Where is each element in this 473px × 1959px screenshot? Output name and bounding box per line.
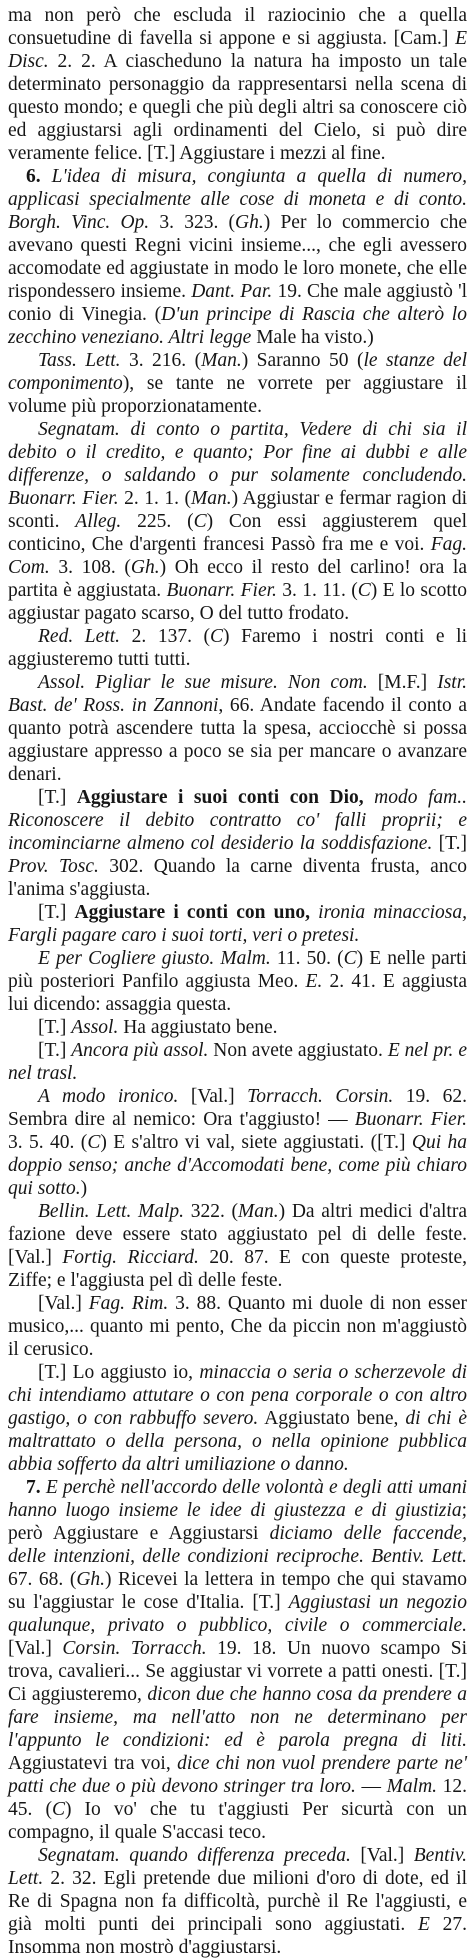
italic-text: L'idea di misura, congiunta a quella di numero, applicasi specialmente alle cose di moneta e di conto. Borgh. Vinc. Op. [8,166,468,233]
text-run: ) Per lo commercio che avevano questi Regni vicini insieme..., che egli avessero accomodate ed aggiustate in modo le loro monete, che elle rispondessero insieme. [8,212,467,302]
italic-text: Fag. Com. [8,534,467,578]
italic-text: minaccia o seria o scherzevole di chi intendiamo attutare o con pena corporale o con altro gastigo, o con rabbuffo severo. [8,1362,467,1429]
text-run: ) [80,1178,88,1199]
italic-text: Qui ha doppio senso; anche d'Accomodati bene, come più chiaro qui sotto. [8,1132,468,1199]
text-run: [Val.] [38,1293,89,1314]
text-run: [T.] [38,1040,72,1061]
entry-paragraph [8,349,467,418]
italic-text: Fortig. Ricciard. [62,1247,199,1268]
text-run: 3. 1. 11. ( [276,580,358,601]
italic-text: Gh. [235,212,264,233]
italic-text: D'un principe di Rascia che alterò lo zecchino veneziano. Altri legge [8,304,467,348]
text-run: ) E lo scotto aggiustar pagato scarso, O del tutto frodato. [8,580,467,624]
italic-text: E [418,1914,430,1935]
italic-text: Aggiustasi un negozio qualunque, privato o pubblico, civile o commerciale. [8,1592,467,1636]
text-run: ; però Aggiustare e Aggiustarsi [8,1500,467,1544]
entry-paragraph [8,1476,467,1844]
text-run: 225. ( [121,511,194,532]
text-run: 2. 41. E aggiusta lui dicendo: assaggia questa. [8,971,467,1015]
italic-text: diciamo delle faccende, delle intenzioni, delle condizioni reciproche. Bentiv. Lett. [8,1523,468,1567]
italic-text: C [357,580,371,601]
italic-text: E per Cogliere giusto. Malm. [38,948,271,969]
text-run: 19. 18. Un nuovo scampo Si trova, cavalieri... Se aggiustar vi vorrete a patti onesti. [T.] Ci aggiusteremo, [8,1638,467,1705]
entry-heading: Aggiustare i suoi conti con Dio, [76,787,364,808]
text-run: 11. 50. ( [270,948,344,969]
italic-text: Istr. Bast. de' Ross. in Zannoni [8,672,468,716]
entry-paragraph [8,1085,467,1200]
italic-text: Man. [238,1201,279,1222]
text-run: [T.] [38,1017,72,1038]
text-run: ) E s'altro vi val, siete aggiustati. ([T.] [100,1132,412,1153]
entry-paragraph [8,1292,467,1361]
italic-text: Fag. Rim. [88,1293,169,1314]
italic-text: C [193,511,207,532]
italic-text: Gh. [76,1569,106,1590]
text-run: 2. 2. A ciascheduno la natura ha imposto un tale determinato personaggio da rappresentarsi nella scena di questo mondo; e quegli che più degli altri sa conoscere ciò ed aggiustarsi agli ordinamenti del Cielo, si può dire veramente felice. [T.] Aggiustare i mezzi al fine. [8,51,467,164]
text-run: 3. 88. Quanto mi duole di non esser musico,... quanto mi pento, Che da piccin non m'aggiustò il cerusico. [8,1293,468,1360]
entry-paragraph [8,671,467,786]
text-run: ) Da altri medici d'altra fazione deve essere stato aggiustato pel di delle feste. [Val.] [8,1201,467,1268]
entry-paragraph [8,418,467,625]
italic-text: C [343,948,357,969]
text-run: ) Con essi aggiusterem quel conticino, Che d'argenti francesi Passò fra me e voi. [8,511,467,555]
italic-text: Assol. [71,1017,119,1038]
text-run: Ha aggiustato bene. [118,1017,278,1038]
entry-heading: 6. [26,166,52,187]
entry-paragraph [8,901,467,947]
italic-text: le stanze del componimento [8,350,467,394]
entry-paragraph [8,1039,467,1085]
text-run: Aggiustato bene, [258,1408,406,1429]
italic-text: Red. Lett. [38,626,120,647]
text-run: [T.] [38,787,77,808]
italic-text: ironia minacciosa, Fargli pagare caro i suoi torti, veri o pretesi. [8,902,467,946]
text-run: 2. 1. 1. ( [118,488,191,509]
text-run: 3. 323. ( [149,212,236,233]
italic-text: C [210,626,224,647]
text-run: ) Aggiustar e fermar ragion di sconti. [8,488,468,532]
entry-paragraph [8,1200,467,1292]
italic-text: di chi è maltrattato o della persona, o nella opinione pubblica abbia sofferto da altri umiliazione o danno. [8,1408,467,1475]
italic-text: Prov. Tosc. [8,856,99,877]
text-run: ) E nelle parti più posteriori Panfilo aggiusta Meo. [8,948,467,992]
text-run: ma non però che escluda il raziocinio che a quella consuetudine di favella si appone e si aggiusta. [Cam.] [8,5,467,49]
italic-text: Malm. [386,1776,438,1797]
italic-text: E nel pr. e nel trasl. [8,1040,468,1084]
entry-paragraph [8,165,467,349]
text-run: ) Oh ecco il resto del carlino! ora la partita è aggiustata. [8,557,467,601]
italic-text: Bentiv. Lett. [8,1845,467,1889]
italic-text: Torracch. Corsin. [247,1086,394,1107]
text-run: , 66. Andate facendo il conto a quanto potrà ascendere tutta la spesa, acciocchè si possa aggiustare appresso a poco se sia per mancare o avanzare denari. [8,695,467,785]
text-run: [M.F.] [367,672,438,693]
text-run: 67. 68. ( [8,1569,77,1590]
text-run: 322. ( [184,1201,239,1222]
text-run: ) Ricevei la lettera in tempo che qui stavamo su l'aggiustar le cose d'Italia. [T.] [8,1569,467,1613]
text-run: 302. Quando la carne diventa frusta, anco l'anima s'aggiusta. [8,856,467,900]
text-run: 20. 87. E con queste proteste, Ziffe; e l'aggiusta pel dì delle feste. [8,1247,467,1291]
entry-paragraph [8,1844,467,1959]
italic-text: E Disc. [8,28,467,72]
entry-paragraph [8,786,467,901]
italic-text: Alleg. [75,511,122,532]
italic-text: Tass. Lett. [38,350,121,371]
text-run: 19. 62. Sembra dire al nemico: Ora t'aggiusto! — [8,1086,468,1130]
italic-text: C [87,1132,101,1153]
italic-text: C [51,1799,65,1820]
entry-paragraph [8,1361,467,1476]
italic-text: Segnatam. quando differenza preceda. [38,1845,351,1866]
italic-text: A modo ironico. [38,1086,179,1107]
text-run: ), se tante ne vorrete per aggiustare il volume più proporzionatamente. [8,373,467,417]
entry-paragraph [8,947,467,1016]
text-run: 27. Insomma non mostrò d'aggiustarsi. [8,1914,467,1958]
text-run: 19. Che male aggiustò 'l conio di Vinegia. ( [8,281,467,325]
italic-text: E perchè nell'accordo delle volontà e degli atti umani hanno luogo insieme le idee di giustezza e di giustizia [8,1477,467,1521]
entry-heading: Aggiustare i conti con uno, [74,902,310,923]
entry-heading: 7. [26,1477,46,1498]
text-run: Aggiustatevi tra voi, [8,1753,178,1774]
text-run: 3. 216. ( [120,350,202,371]
text-run: [Val.] [8,1638,63,1659]
text-run: [Val.] [178,1086,248,1107]
entry-paragraph [8,625,467,671]
italic-text: Corsin. Torracch. [62,1638,207,1659]
text-run: Male ha visto.) [251,327,374,348]
italic-text: Buonarr. Fier. [166,580,277,601]
text-run: ) Saranno 50 ( [241,350,364,371]
text-run: [T.] [38,902,75,923]
italic-text: Gh. [130,557,160,578]
text-run: [Val.] [350,1845,414,1866]
italic-text: Buonarr. Fier. [354,1109,467,1130]
italic-text: Bellin. Lett. Malp. [38,1201,185,1222]
text-run: 3. 5. 40. ( [8,1132,88,1153]
italic-text: Man. [190,488,232,509]
text-run: 2. 137. ( [120,626,211,647]
entry-paragraph [8,1016,467,1039]
text-run: Non avete aggiustato. [208,1040,388,1061]
italic-text: E. [305,971,323,992]
entry-paragraph [8,4,467,165]
italic-text: modo fam.. Riconoscere il debito contratto co' falli proprii; e incominciarne almeno col desiderio la soddisfazione. [8,787,467,854]
text-run: 12. 45. ( [8,1776,468,1820]
italic-text: Dant. Par. [191,281,273,302]
text-run: ) Io vo' che tu t'aggiusti Per sicurtà con un compagno, il quale S'accasi teco. [8,1799,467,1843]
text-run: 3. 108. ( [49,557,131,578]
italic-text: Segnatam. di conto o partita, Vedere di chi sia il debito o il credito, e quanto; Por fine ai dubbi e alle differenze, o saldando o pur solamente concludendo. Buonarr. Fier. [8,419,467,509]
text-run: — [355,1776,387,1797]
text-run: [T.] [432,833,467,854]
italic-text: Man. [201,350,242,371]
italic-text: dice chi non vuol prendere parte ne' patti che due o più devono stringer tra loro. [8,1753,467,1797]
italic-text: Assol. Pigliar le sue misure. Non com. [38,672,368,693]
text-run: ) Faremo i nostri conti e li aggiusteremo tutti tutti. [8,626,467,670]
text-run: [T.] Lo aggiusto io, [38,1362,200,1383]
italic-text: Ancora più assol. [71,1040,209,1061]
text-run: 2. 32. Egli pretende due milioni d'oro di dote, ed il Re di Spagna non fa difficoltà, purchè il Re l'aggiusti, e già molti punti dei principali sono aggiustati. [8,1868,467,1935]
italic-text: dicon due che hanno cosa da prendere a fare insieme, ma nell'atto non ne determinano per l'appunto le condizioni: ed è parola pregna di liti. [8,1684,467,1751]
